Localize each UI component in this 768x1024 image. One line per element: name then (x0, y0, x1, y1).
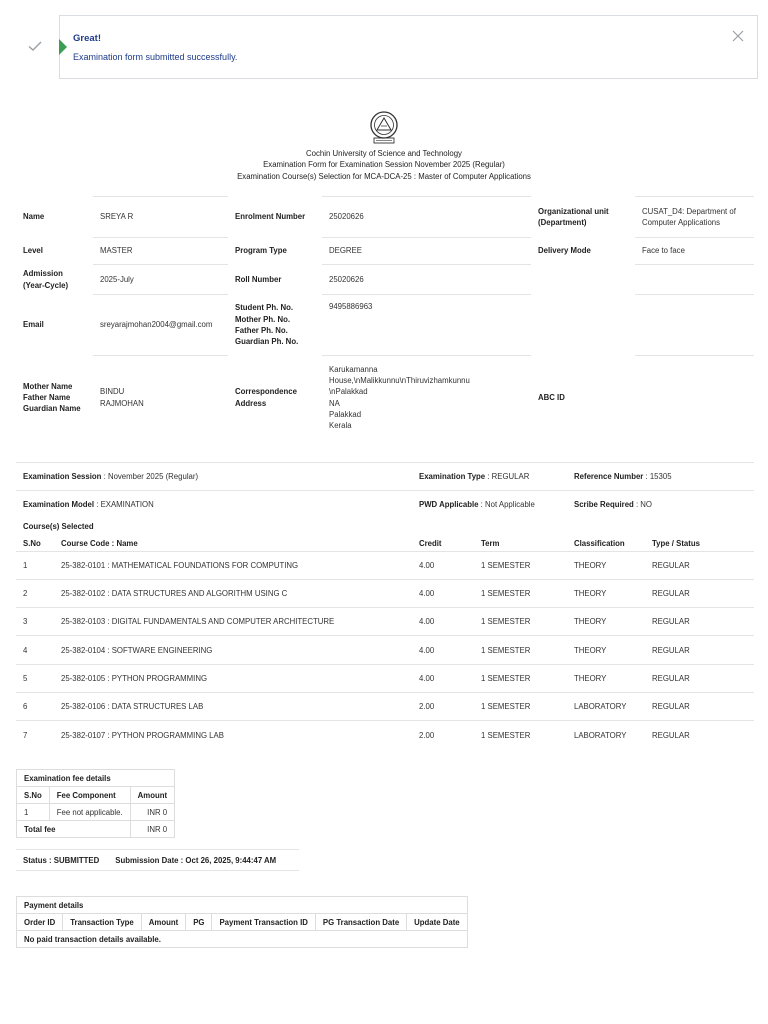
university-name: Cochin University of Science and Technology (306, 149, 462, 158)
submission-date: Submission Date : Oct 26, 2025, 9:44:47 AM (115, 856, 277, 865)
col-sno: S.No (16, 536, 54, 551)
table-cell: 2.00 (412, 721, 474, 749)
table-cell: THEORY (567, 551, 645, 579)
table-cell: 1 SEMESTER (474, 664, 567, 692)
fee-total-row: Total fee INR 0 (17, 821, 175, 838)
exam-model: Examination Model : EXAMINATION (23, 500, 154, 509)
phone-value: 9495886963 (322, 295, 531, 356)
email-value: sreyarajmohan2004@gmail.com (93, 295, 228, 356)
pwd-applicable: PWD Applicable : Not Applicable (419, 500, 535, 509)
roll-number-label: Roll Number (235, 274, 282, 284)
table-cell: 25-382-0102 : DATA STRUCTURES AND ALGORITHM USING C (54, 579, 412, 607)
pay-col-pg: PG (186, 914, 212, 931)
table-row (16, 551, 754, 579)
course-selection-title: Examination Course(s) Selection for MCA-DCA-25 : Master of Computer Applications (237, 172, 531, 181)
close-icon[interactable] (732, 30, 744, 42)
col-course: Course Code : Name (54, 536, 412, 551)
table-cell: 4.00 (412, 664, 474, 692)
exam-type: Examination Type : REGULAR (419, 472, 530, 481)
table-row (16, 664, 754, 692)
fee-title: Examination fee details (17, 770, 175, 787)
table-cell: 4.00 (412, 579, 474, 607)
submission-status (16, 849, 299, 871)
table-cell: 25-382-0103 : DIGITAL FUNDAMENTALS AND COMPUTER ARCHITECTURE (54, 608, 412, 636)
alert-title: Great! (73, 33, 101, 44)
col-classification: Classification (567, 536, 645, 551)
org-unit-label: Organizational unit (Department) (538, 206, 609, 227)
fee-col-component: Fee Component (49, 787, 130, 804)
address-label: Correspondence Address (235, 387, 297, 408)
delivery-mode-label: Delivery Mode (538, 246, 591, 256)
student-info-table (16, 196, 754, 440)
table-cell: REGULAR (645, 608, 754, 636)
table-cell: 1 SEMESTER (474, 608, 567, 636)
table-cell: 4 (16, 636, 54, 664)
table-cell: 25-382-0101 : MATHEMATICAL FOUNDATIONS FOR COMPUTING (54, 551, 412, 579)
alert-accent-flag (59, 39, 67, 55)
table-cell: 6 (16, 692, 54, 720)
table-cell: 2.00 (412, 692, 474, 720)
table-cell: 4.00 (412, 551, 474, 579)
table-cell: REGULAR (645, 579, 754, 607)
form-title: Examination Form for Examination Session November 2025 (Regular) (263, 160, 505, 169)
roll-number-value: 25020626 (322, 265, 531, 295)
alert-message: Examination form submitted successfully. (73, 52, 238, 62)
table-cell: 25-382-0107 : PYTHON PROGRAMMING LAB (54, 721, 412, 749)
table-cell: 1 SEMESTER (474, 636, 567, 664)
table-cell: LABORATORY (567, 721, 645, 749)
enrolment-label: Enrolment Number (235, 212, 306, 222)
enrolment-value: 25020626 (322, 197, 531, 238)
divider (16, 462, 754, 463)
table-cell: 1 (16, 551, 54, 579)
level-value: MASTER (93, 238, 228, 265)
table-cell: 3 (16, 608, 54, 636)
parent-name-values: BINDU RAJMOHAN (93, 356, 228, 440)
table-cell: REGULAR (645, 551, 754, 579)
table-row (16, 608, 754, 636)
university-logo (368, 110, 400, 146)
pay-col-payment-transaction-id: Payment Transaction ID (212, 914, 315, 931)
success-alert (59, 15, 758, 79)
table-cell: REGULAR (645, 721, 754, 749)
table-cell: LABORATORY (567, 692, 645, 720)
org-unit-value: CUSAT_D4: Department of Computer Applications (635, 197, 754, 238)
status-text: Status : SUBMITTED (23, 856, 100, 865)
table-cell: REGULAR (645, 692, 754, 720)
name-value: SREYA R (93, 197, 228, 238)
payment-table (16, 896, 468, 948)
table-row (16, 692, 754, 720)
table-cell: 4.00 (412, 636, 474, 664)
col-type-status: Type / Status (645, 536, 754, 551)
table-cell: 2 (16, 579, 54, 607)
table-cell: 25-382-0106 : DATA STRUCTURES LAB (54, 692, 412, 720)
admission-label: Admission (Year-Cycle) (23, 269, 69, 290)
table-cell: THEORY (567, 664, 645, 692)
col-credit: Credit (412, 536, 474, 551)
program-type-value: DEGREE (322, 238, 531, 265)
pay-col-order-id: Order ID (17, 914, 63, 931)
level-label: Level (23, 246, 43, 256)
table-cell: 25-382-0105 : PYTHON PROGRAMMING (54, 664, 412, 692)
table-cell: 7 (16, 721, 54, 749)
email-label: Email (23, 320, 44, 330)
table-cell: 1 SEMESTER (474, 721, 567, 749)
fee-col-sno: S.No (17, 787, 50, 804)
payment-empty-message: No paid transaction details available. (17, 931, 468, 948)
table-cell: 1 SEMESTER (474, 551, 567, 579)
table-row (16, 579, 754, 607)
courses-table (16, 536, 754, 749)
table-cell: REGULAR (645, 636, 754, 664)
address-value: Karukamanna House,\nMalikkunnu\nThiruvizhamkunnu \nPalakkad NA Palakkad Kerala (322, 356, 531, 440)
program-type-label: Program Type (235, 246, 287, 256)
table-cell: REGULAR (645, 664, 754, 692)
name-label: Name (23, 212, 45, 222)
table-cell: 4.00 (412, 608, 474, 636)
fee-col-amount: Amount (130, 787, 174, 804)
fee-row: 1 Fee not applicable. INR 0 (17, 804, 175, 821)
delivery-mode-value: Face to face (635, 238, 754, 265)
exam-session: Examination Session : November 2025 (Regular) (23, 472, 199, 481)
table-cell: THEORY (567, 579, 645, 607)
abc-id-label: ABC ID (538, 392, 565, 402)
check-icon (27, 38, 43, 54)
table-row (16, 721, 754, 749)
table-cell: 25-382-0104 : SOFTWARE ENGINEERING (54, 636, 412, 664)
table-cell: THEORY (567, 636, 645, 664)
pay-col-amount: Amount (141, 914, 185, 931)
scribe-required: Scribe Required : NO (574, 500, 652, 509)
courses-section-title: Course(s) Selected (23, 522, 94, 531)
table-row (16, 636, 754, 664)
admission-value: 2025-July (93, 265, 228, 295)
table-cell: 5 (16, 664, 54, 692)
pay-col-transaction-type: Transaction Type (63, 914, 142, 931)
fee-table (16, 769, 175, 838)
payment-title: Payment details (17, 897, 468, 914)
phone-labels: Student Ph. No. Mother Ph. No. Father Ph. No. Guardian Ph. No. (235, 303, 299, 347)
table-cell: 1 SEMESTER (474, 579, 567, 607)
reference-number: Reference Number : 15305 (574, 472, 672, 481)
pay-col-pg-transaction-date: PG Transaction Date (315, 914, 406, 931)
col-term: Term (474, 536, 567, 551)
parent-name-labels: Mother Name Father Name Guardian Name (23, 381, 81, 414)
pay-col-update-date: Update Date (407, 914, 468, 931)
divider (16, 490, 754, 491)
table-cell: 1 SEMESTER (474, 692, 567, 720)
table-cell: THEORY (567, 608, 645, 636)
